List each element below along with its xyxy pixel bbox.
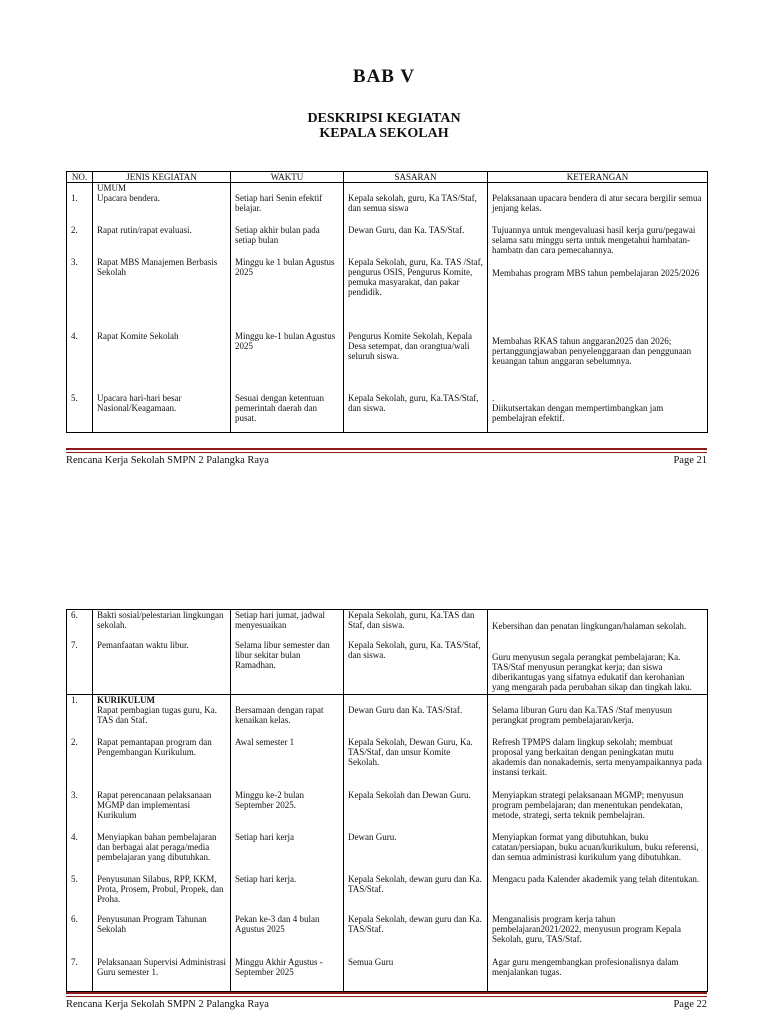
table-row xyxy=(67,790,708,832)
cell-waktu: Sesuai dengan ketentuan pemerintah daerah dan pusat. xyxy=(231,393,344,433)
page-number: Page 22 xyxy=(673,999,707,1010)
cell-keterangan: Kebersihan dan penatan lingkungan/halaman sekolah. xyxy=(488,610,708,640)
cell-jenis: Menyiapkan bahan pembelajaran dan berbagai alat peraga/media pembelajaran yang dibutuhkan. xyxy=(93,832,231,874)
footer-rule xyxy=(66,448,707,450)
table-row xyxy=(67,640,708,695)
cell-keterangan: Membahas program MBS tahun pembelajaran 2025/2026 xyxy=(488,257,708,331)
cell-keterangan: Agar guru mengembangkan profesionalisnya dalam menjalankan tugas. xyxy=(488,957,708,992)
table-row xyxy=(67,874,708,914)
cell-no: 5. xyxy=(67,874,93,914)
cell-jenis: Upacara hari-hari besar Nasional/Keagamaan. xyxy=(93,393,231,433)
activity-table-page-22 xyxy=(66,609,708,992)
cell-sasaran: Kepala Sekolah, dewan guru dan Ka. TAS/Staf. xyxy=(344,914,488,957)
title-line-1: DESKRIPSI KEGIATAN xyxy=(307,111,461,126)
cell-waktu: Minggu Akhir Agustus - September 2025 xyxy=(231,957,344,992)
cell-jenis: Rapat Komite Sekolah xyxy=(93,331,231,393)
chapter-heading: BAB V xyxy=(352,66,416,87)
header-keterangan: KETERANGAN xyxy=(488,172,708,183)
page-21 xyxy=(0,0,768,470)
cell-waktu: Setiap hari kerja xyxy=(231,832,344,874)
cell-waktu: Setiap hari Senin efektif belajar. Setiap akhir bulan pada setiap bulan xyxy=(231,183,344,257)
cell-keterangan: Guru menyusun segala perangkat pembelajaran; Ka. TAS/Staf menyusun perangkat kerja; dan siswa diberikantugas yang sifatnya edukatif dan kerohanian yang mengarah pada perubahan sikap dan tingkah laku. xyxy=(488,640,708,695)
page-number: Page 21 xyxy=(673,455,707,466)
cell-jenis: Pemanfaatan waktu libur. xyxy=(93,640,231,695)
cell-jenis: Penyusunan Program Tahunan Sekolah xyxy=(93,914,231,957)
cell-waktu: Selama libur semester dan libur sekitar bulan Ramadhan. xyxy=(231,640,344,695)
cell-sasaran: Kepala Sekolah, guru, Ka. TAS /Staf, pengurus OSIS, Pengurus Komite, pemuka masyarakat, dan pakar pendidik. xyxy=(344,257,488,331)
header-jenis: JENIS KEGIATAN xyxy=(93,172,231,183)
cell-jenis: Penyusunan Silabus, RPP, KKM, Prota, Prosem, Probul, Propek, dan Proha. xyxy=(93,874,231,914)
cell-sasaran: Semua Guru xyxy=(344,957,488,992)
section-label: UMUM xyxy=(97,183,127,193)
cell-keterangan: Selama liburan Guru dan Ka.TAS /Staf menyusun perangkat program pembelajaran/kerja. xyxy=(488,695,708,737)
cell-sasaran: Dewan Guru dan Ka. TAS/Staf. xyxy=(344,695,488,737)
cell-sasaran: Kepala Sekolah, Dewan Guru, Ka. TAS/Staf, dan unsur Komite Sekolah. xyxy=(344,737,488,790)
table-row xyxy=(67,393,708,433)
cell-waktu: Minggu ke 1 bulan Agustus 2025 xyxy=(231,257,344,331)
footer-rule-thin xyxy=(66,452,707,453)
cell-keterangan: Membahas RKAS tahun anggaran2025 dan 2026; pertanggungjawaban penyelenggaraan dan penggunaan keuangan tahun anggaran sebelumnya. xyxy=(488,331,708,393)
cell-jenis: Rapat perencanaan pelaksanaan MGMP dan implementasi Kurikulum xyxy=(93,790,231,832)
cell-sasaran: Kepala Sekolah dan Dewan Guru. xyxy=(344,790,488,832)
cell-jenis: Bakti sosial/pelestarian lingkungan sekolah. xyxy=(93,610,231,640)
table-row xyxy=(67,737,708,790)
table-row xyxy=(67,610,708,640)
footer-text: Rencana Kerja Sekolah SMPN 2 Palangka Raya xyxy=(66,999,269,1010)
cell-waktu: Awal semester 1 xyxy=(231,737,344,790)
table-row xyxy=(67,914,708,957)
cell-no: 3. xyxy=(67,790,93,832)
cell-no: 7. xyxy=(67,957,93,992)
table-header-row xyxy=(67,172,708,183)
table-row xyxy=(67,183,708,257)
cell-jenis: Rapat MBS Manajemen Berbasis Sekolah xyxy=(93,257,231,331)
cell-waktu: Setiap hari kerja. xyxy=(231,874,344,914)
cell-sasaran: Pengurus Komite Sekolah, Kepala Desa setempat, dan orangtua/wali seluruh siswa. xyxy=(344,331,488,393)
cell-no: 4. xyxy=(67,331,93,393)
cell-waktu: Pekan ke-3 dan 4 bulan Agustus 2025 xyxy=(231,914,344,957)
cell-sasaran: Kepala Sekolah, dewan guru dan Ka. TAS/Staf. xyxy=(344,874,488,914)
cell-keterangan: Refresh TPMPS dalam lingkup sekolah; membuat proposal yang berkaitan dengan peningkatan mutu akademis dan nonakademis, serta menyampaikannya pada instansi terkait. xyxy=(488,737,708,790)
table-row xyxy=(67,695,708,737)
cell-no: 7. xyxy=(67,640,93,695)
cell-keterangan: Pelaksanaan upacara bendera di atur secara bergilir semua jenjang kelas. Tujuannya untuk mengevaluasi hasil kerja guru/pegawai selama satu minggu serta untuk mengetahui hambatan-hambatn dan cara pemecahannya. xyxy=(488,183,708,257)
footer-text: Rencana Kerja Sekolah SMPN 2 Palangka Raya xyxy=(66,455,269,466)
activity-table-page-21 xyxy=(66,171,708,433)
footer-page-22 xyxy=(66,992,707,1010)
section-label: KURIKULUM xyxy=(97,695,155,705)
footer-rule xyxy=(66,992,707,994)
cell-keterangan: Menyiapkan format yang dibutuhkan, buku catatan/persiapan, buku acuan/kurikulum, buku referensi, dan semua administrasi kurikulum yang dibutuhkan. xyxy=(488,832,708,874)
cell-jenis: Pelaksanaan Supervisi Administrasi Guru semester 1. xyxy=(93,957,231,992)
cell-no: 1. 2. xyxy=(67,183,93,257)
table-row xyxy=(67,257,708,331)
cell-no: 2. xyxy=(67,737,93,790)
table-row xyxy=(67,331,708,393)
page-22 xyxy=(0,600,768,1024)
header-no: NO. xyxy=(67,172,93,183)
cell-no: 4. xyxy=(67,832,93,874)
table-row xyxy=(67,832,708,874)
cell-sasaran: Kepala Sekolah, guru, Ka.TAS dan Staf, dan siswa. xyxy=(344,610,488,640)
cell-no: 6. xyxy=(67,610,93,640)
cell-sasaran: Kepala Sekolah, guru, Ka. TAS/Staf, dan siswa. xyxy=(344,640,488,695)
cell-keterangan: Menyiapkan strategi pelaksanaan MGMP; menyusun program pembelajaran; dan menentukan pendekatan, metode, strategi, serta teknik pembelajran. xyxy=(488,790,708,832)
cell-waktu: Setiap hari jumat, jadwal menyesuaikan xyxy=(231,610,344,640)
header-waktu: WAKTU xyxy=(231,172,344,183)
cell-sasaran: Dewan Guru. xyxy=(344,832,488,874)
table-row xyxy=(67,957,708,992)
cell-jenis: UMUM Upacara bendera. Rapat rutin/rapat evaluasi. xyxy=(93,183,231,257)
cell-keterangan: . Diikutsertakan dengan mempertimbangkan jam pembelajran efektif. xyxy=(488,393,708,433)
cell-sasaran: Kepala sekolah, guru, Ka TAS/Staf, dan semua siswa Dewan Guru, dan Ka. TAS/Staf. xyxy=(344,183,488,257)
footer-rule-thin xyxy=(66,996,707,997)
cell-no: 5. xyxy=(67,393,93,433)
footer-page-21 xyxy=(66,448,707,466)
header-sasaran: SASARAN xyxy=(344,172,488,183)
cell-no: 3. xyxy=(67,257,93,331)
cell-jenis: KURIKULUM Rapat pembagian tugas guru, Ka. TAS dan Staf. xyxy=(93,695,231,737)
cell-keterangan: Mengacu pada Kalender akademik yang telah ditentukan. xyxy=(488,874,708,914)
cell-waktu: Minggu ke-2 bulan September 2025. xyxy=(231,790,344,832)
cell-no: 6. xyxy=(67,914,93,957)
title-line-2: KEPALA SEKOLAH xyxy=(319,126,449,141)
document-title xyxy=(0,111,768,141)
cell-no: 1. xyxy=(67,695,93,737)
cell-keterangan: Menganalisis program kerja tahun pembelajaran2021/2022, menyusun program Kepala Sekolah, guru, TAS/Staf. xyxy=(488,914,708,957)
cell-sasaran: Kepala Sekolah, guru, Ka.TAS/Staf, dan siswa. xyxy=(344,393,488,433)
cell-waktu: Minggu ke-1 bulan Agustus 2025 xyxy=(231,331,344,393)
cell-jenis: Rapat pemantapan program dan Pengembangan Kurikulum. xyxy=(93,737,231,790)
cell-waktu: Bersamaan dengan rapat kenaikan kelas. xyxy=(231,695,344,737)
